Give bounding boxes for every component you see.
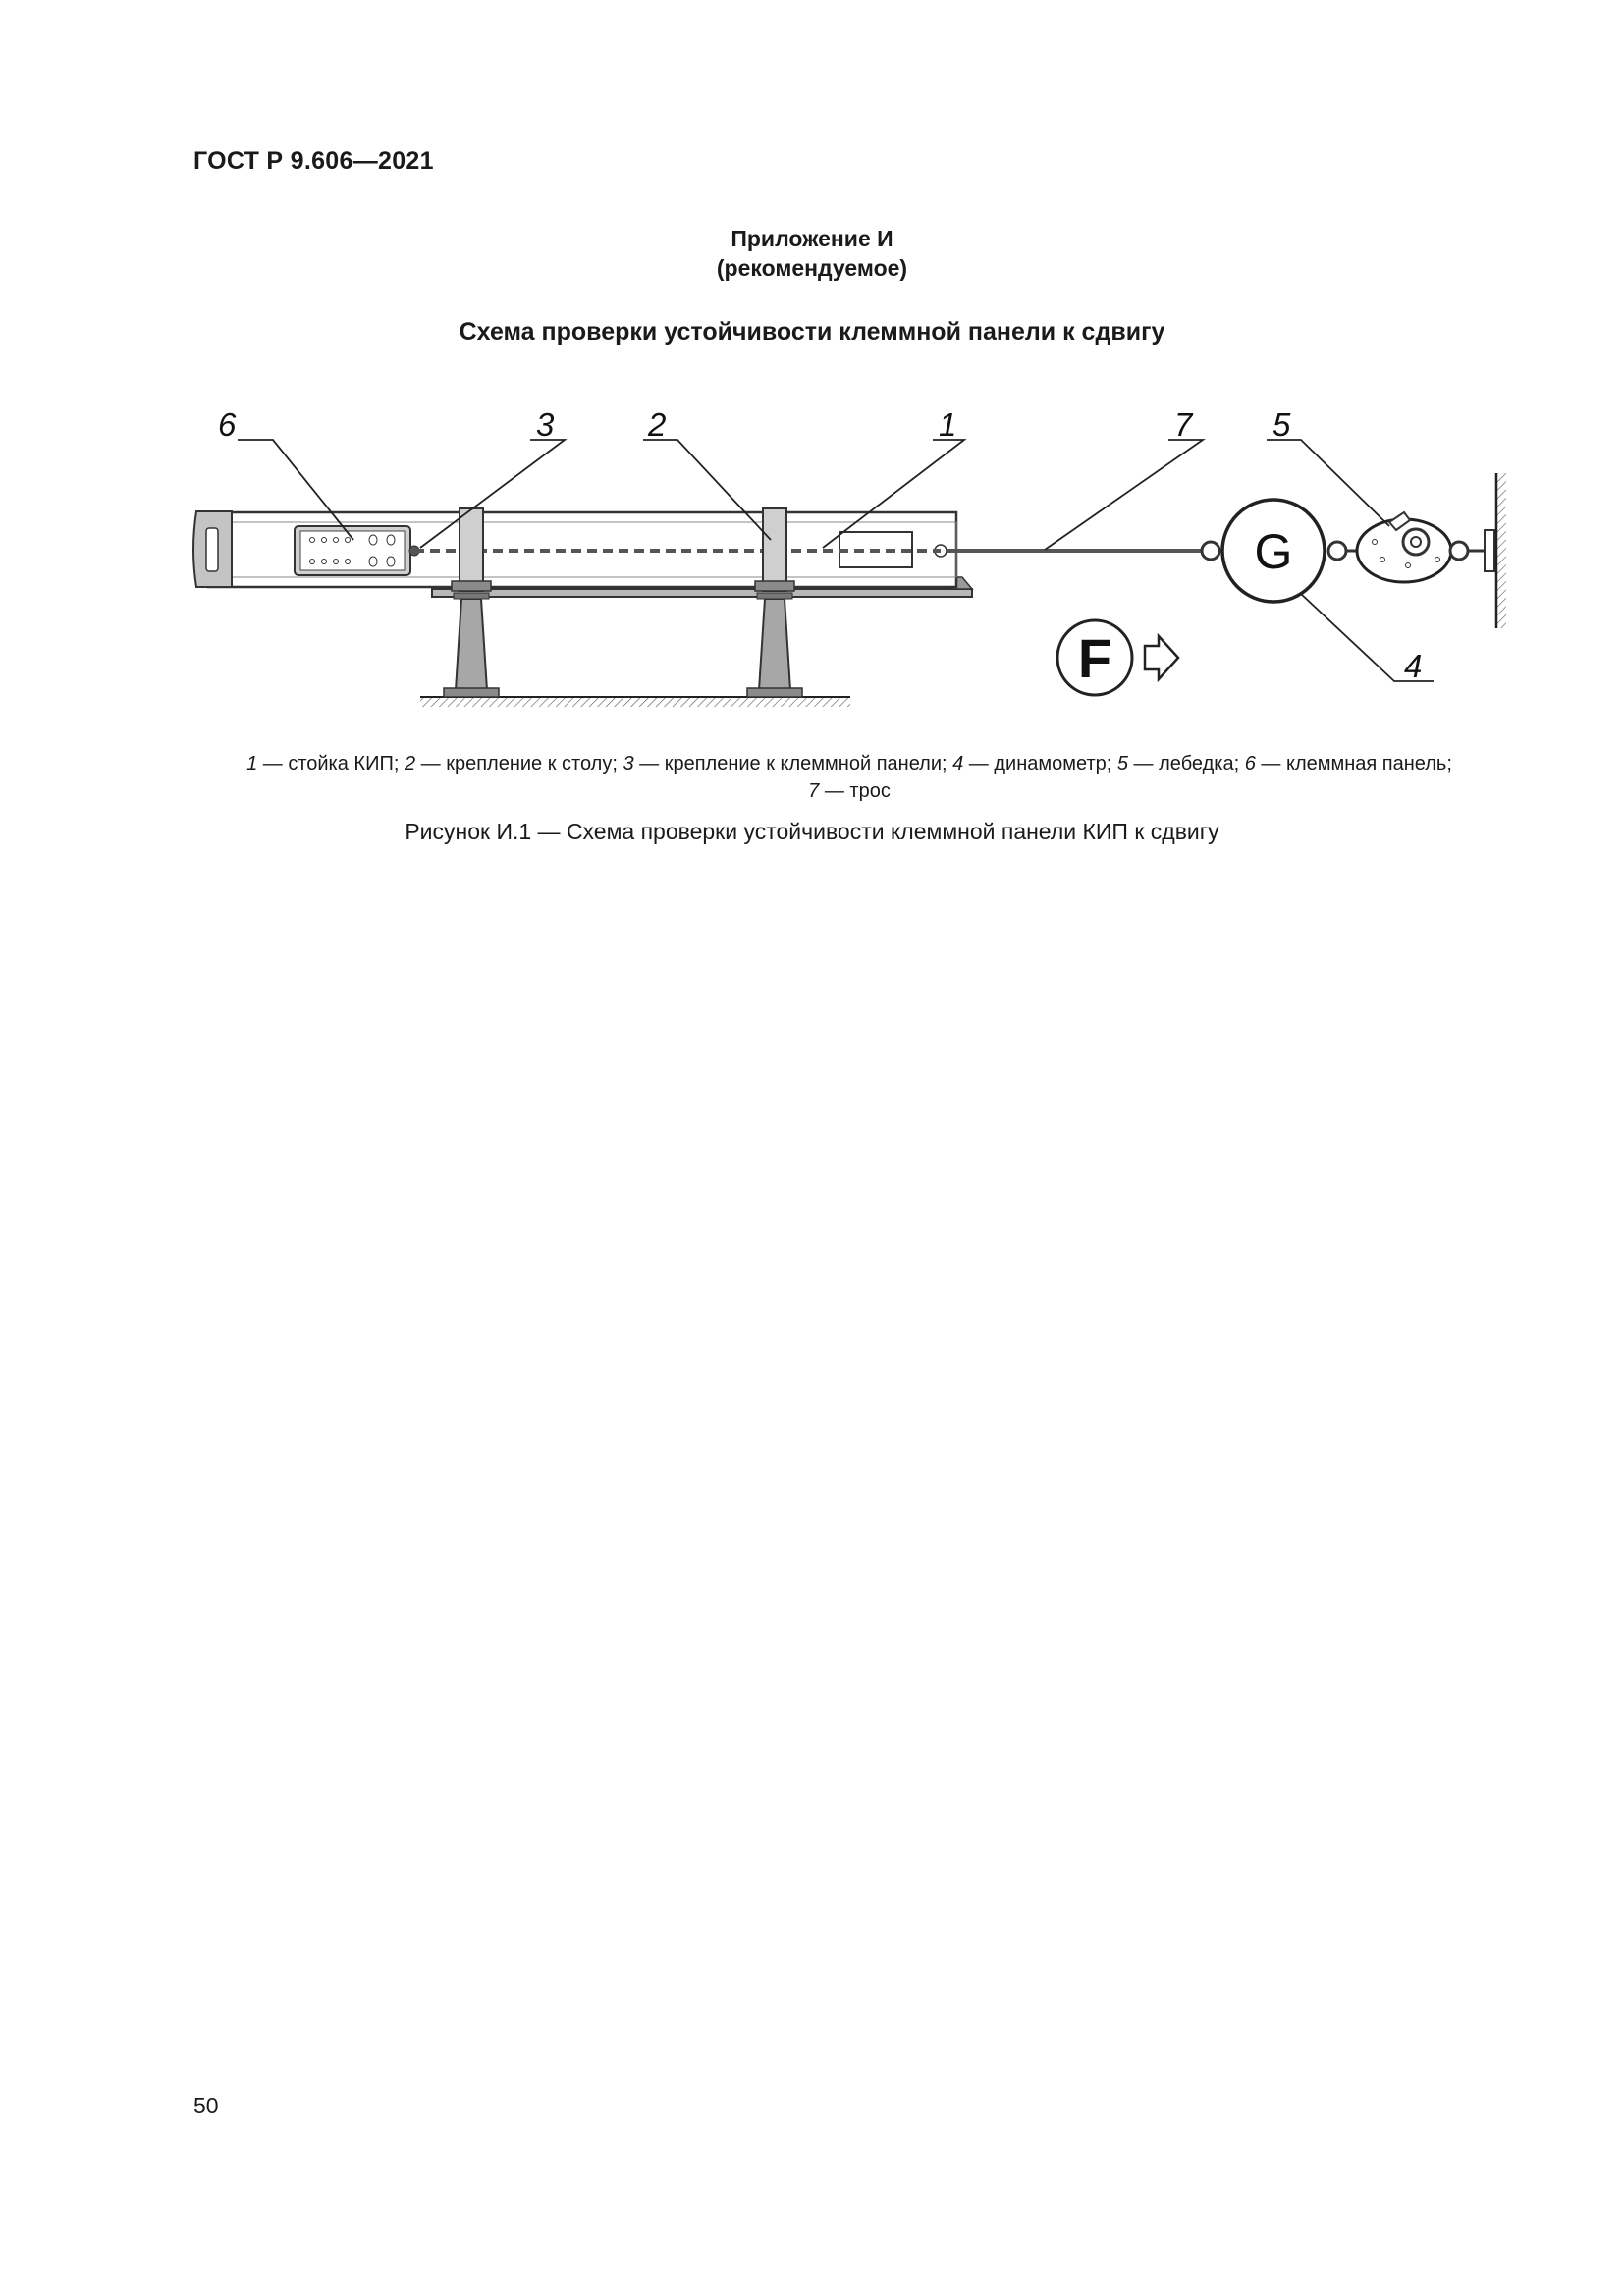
- callout-1: 1: [939, 406, 957, 443]
- legend-text-1: стойка КИП: [288, 753, 394, 774]
- winch: [1346, 512, 1485, 582]
- dynamometer-symbol: G: [1254, 524, 1293, 579]
- legend-text-3: крепление к клеммной панели: [664, 753, 942, 774]
- page-number: 50: [193, 2093, 219, 2118]
- legend-text-7: трос: [849, 780, 891, 802]
- table-legs: [444, 599, 802, 697]
- legend-text-4: динамометр: [994, 753, 1107, 774]
- legend-num-7: 7: [808, 780, 820, 802]
- dynamometer: [1202, 500, 1346, 602]
- legend-num-6: 6: [1244, 753, 1256, 774]
- table-top: [432, 589, 972, 597]
- figure-legend: [187, 750, 1512, 805]
- legend-text-5: лебедка: [1159, 753, 1234, 774]
- appendix-title: Приложение И: [731, 226, 893, 251]
- appendix-status: (рекомендуемое): [716, 255, 908, 281]
- legend-num-3: 3: [623, 753, 634, 774]
- legend-text-6: клеммная панель: [1285, 753, 1447, 774]
- force-symbol: F: [1077, 627, 1112, 689]
- legend-num-2: 2: [404, 753, 416, 774]
- appendix-heading: [0, 224, 1624, 283]
- legend-line-2: 7 — трос: [808, 780, 891, 802]
- callout-7: 7: [1174, 406, 1193, 443]
- legend-text-2: крепление к столу: [446, 753, 613, 774]
- wall: [1485, 473, 1506, 628]
- callout-4: 4: [1404, 648, 1423, 684]
- test-scheme-figure: [187, 393, 1532, 736]
- callout-2: 2: [648, 406, 667, 443]
- legend-num-1: 1: [246, 753, 258, 774]
- legend-line-1: 1 — стойка КИП; 2 — крепление к столу; 3 — крепление к клеммной панели; 4 — динамометр; 5 — лебедка; 6 — клеммная панель;: [246, 753, 1452, 774]
- callout-3: 3: [536, 406, 555, 443]
- legend-num-5: 5: [1116, 753, 1128, 774]
- terminal-panel: [295, 526, 419, 575]
- figure-caption: Рисунок И.1 — Схема проверки устойчивости клеммной панели КИП к сдвигу: [405, 819, 1219, 844]
- callout-5: 5: [1272, 406, 1291, 443]
- force-indicator: [1057, 620, 1178, 695]
- callout-6: 6: [218, 406, 237, 443]
- section-title: Схема проверки устойчивости клеммной панели к сдвигу: [459, 318, 1165, 346]
- legend-num-4: 4: [952, 753, 964, 774]
- ground: [420, 697, 850, 707]
- document-code: ГОСТ Р 9.606—2021: [193, 147, 434, 175]
- force-arrow-icon: [1145, 636, 1178, 679]
